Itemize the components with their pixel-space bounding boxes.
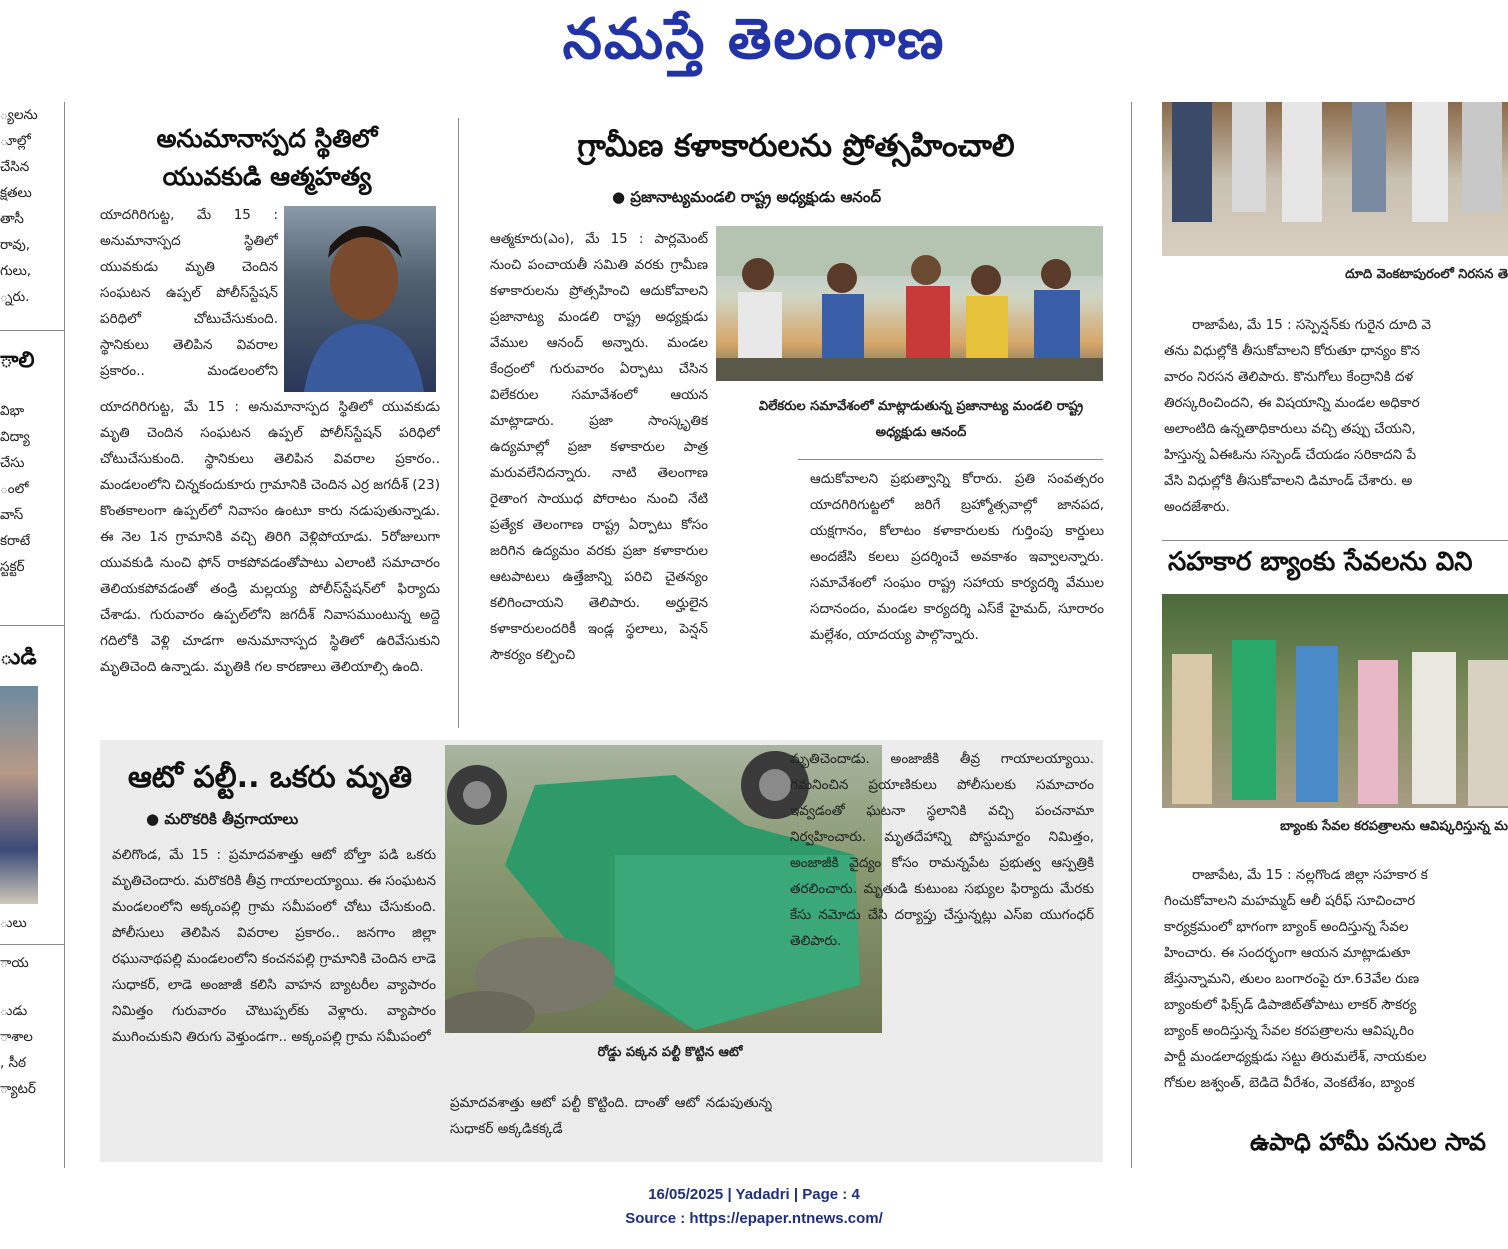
story1-photo xyxy=(284,206,436,392)
story2-photo xyxy=(716,226,1103,381)
right-body-2: రాజాపేట, మే 15 : నల్లగొండ జిల్లా సహకార క గించుకోవాలని మహమ్మద్ ఆలీ షరీఫ్ సూచించార కార్యక్రమంలో భాగంగా బ్యాంక్ అందిస్తున్న సేవల హించారు. ఈ సందర్భంగా ఆయన మాట్లాడుతూ జేస్తున్నామని, తులం బంగారంపై రూ.63వేల రుణ బ్యాంకులో ఫిక్స్‌డ్ డిపాజిట్‌తోపాటు లాకర్ సౌకర్య బ్యాంక్ అందిస్తున్న సేవల కరపత్రాలను ఆవిష్కరిం పార్టీ మండలాధ్యక్షుడు సట్టు తిరుమలేశ్, నాయకుల గోకుల జశ్వంత్, బెడిదె వీరేశం, వెంకటేశం, బ్యాంక xyxy=(1164,867,1428,1091)
story1-body-narrow: యాదగిరిగుట్ట, మే 15 : అనుమానాస్పద స్థితిలో యువకుడు మృతి చెందిన సంఘటన ఉప్పల్ పోలీస్‌స్టేషన్ పరిధిలో చోటుచేసుకుంది. స్థానికులు తెలిపిన వివరాల ప్రకారం.. మండలంలోని xyxy=(100,207,278,379)
section-rule xyxy=(1162,540,1508,541)
story3-body-c: మృతిచెందాడు. అంజాజీకి తీవ్ర గాయాలయ్యాయి. గమనించిన ప్రయాణికులు పోలీసులకు సమాచారం ఇవ్వడంతో ఘటనా స్థలానికి వచ్చి పంచనామా నిర్వహించారు. మృతదేహాన్ని పోస్టుమార్టం నిమిత్తం, అంజాజీకి వైద్యం కోసం రామన్నపేట ప్రభుత్వ ఆస్పత్రికి తరలించారు. మృతుడి కుటుంబ సభ్యుల ఫిర్యాదు మేరకు కేసు నమోదు చేసి దర్యాప్తు చేస్తున్నట్లు ఎస్‌ఐ యుగంధర్ తెలిపారు. xyxy=(790,751,1094,949)
right-caption-1: దూది వెంకటాపురంలో నిరసన తె xyxy=(1345,267,1508,282)
right-photo-2 xyxy=(1162,594,1508,808)
column-rule xyxy=(64,102,65,1168)
column-rule xyxy=(1131,102,1132,1168)
left-fragment-col3: ులు ాయ ుడు ాశాల , సీఠ ్యాటర్ xyxy=(0,915,36,1097)
story1-headline: అనుమానాస్పద స్థితిలో యువకుడి ఆత్మహత్య xyxy=(156,124,378,191)
left-fragment-col1: ్యలను ూల్లో చేసిన క్షతలు తాసీ రావు, గులు, ్నరు. xyxy=(0,107,38,305)
story2-caption: విలేకరుల సమావేశంలో మాట్లాడుతున్న ప్రజానాట్య మండలి రాష్ట్ర అధ్యక్షుడు ఆనంద్ xyxy=(758,399,1084,440)
right-body-1: రాజాపేట, మే 15 : సస్పెన్షన్‌కు గురైన దూది వె తను విధుల్లోకి తీసుకోవాలని కోరుతూ ధాన్యం కొన వారం నిరసన తెలిపారు. కొనుగోలు కేంద్రానికి దళ తిరస్కరించిందని, ఈ విషయాన్ని మండల అధికార అలాంటిది ఉన్నతాధికారులు వచ్చి తప్పు చేయని, హిస్తున్న ఏఈఓను సస్పెండ్ చేయడం సరికాదని పే వేసి విధుల్లోకి తీసుకోవాలని డిమాండ్ చేశారు. అ అందజేశారు. xyxy=(1164,317,1432,515)
footer-source-line: Source : https://epaper.ntnews.com/ xyxy=(625,1210,883,1227)
story3-body-a: వలిగొండ, మే 15 : ప్రమాదవశాత్తు ఆటో బోల్తా పడి ఒకరు మృతిచెందారు. మరొకరికి తీవ్ర గాయాలయ్యాయి. ఈ సంఘటన మండలంలోని అక్కంపల్లి గ్రామ సమీపంలో చోటు చేసుకుంది. పోలీసులు తెలిపిన వివరాల ప్రకారం.. జనగాం జిల్లా రఘునాథపల్లి మండలంలోని కంచనపల్లి గ్రామానికి చెందిన లాడె సుధాకర్, లాడె అంజాజీ కలిసి వాహన బ్యాటరీల వ్యాపారం నిమిత్తం గురువారం చౌటుప్పల్‌కు వెళ్లారు. వ్యాపారం ముగించుకుని తిరుగు వెళ్తుండగా.. అక్కంపల్లి గ్రామ సమీపంలో xyxy=(112,847,436,1045)
right-headline-3: ఉపాధి హామీ పనుల సావ xyxy=(1250,1128,1486,1156)
left-fragment-headline: ాలి xyxy=(0,348,35,373)
left-fragment-col2: విభా విద్యా చేసు ంలో వాస్ కరాటే స్టక్టర్ xyxy=(0,403,31,575)
story2-headline: గ్రామీణ కళాకారులను ప్రోత్సహించాలి xyxy=(577,128,1015,164)
left-fragment-photo xyxy=(0,686,38,904)
story3-body-b: ప్రమాదవశాత్తు ఆటో పల్టీ కొట్టింది. దాంతో ఆటో నడుపుతున్న సుధాకర్ అక్కడికక్కడే xyxy=(450,1095,772,1137)
story2-body-a: ఆత్మకూరు(ఎం), మే 15 : పార్లమెంట్ నుంచి పంచాయతీ సమితి వరకు గ్రామీణ కళాకారులను ప్రోత్సహించి ఆదుకోవాలని ప్రజానాట్య మండలి రాష్ట్ర అధ్యక్షుడు వేముల ఆనంద్ అన్నారు. మండల కేంద్రంలో గురువారం ఏర్పాటు చేసిన విలేకరుల సమావేశంలో ఆయన మాట్లాడారు. ప్రజా సాంస్కృతిక ఉద్యమాల్లో ప్రజా కళాకారుల పాత్ర మరువలేనిదన్నారు. నాటి తెలంగాణ రైతాంగ సాయుధ పోరాటం నుంచి నేటి ప్రత్యేక తెలంగాణ రాష్ట్ర ఏర్పాటు కోసం జరిగిన ఉద్యమం వరకు ప్రజా కళాకారుల ఆటపాటలు ఉత్తేజాన్ని పరిచి చైతన్యం కలిగించాయని తెలిపారు. అర్హులైన కళాకారులందరికీ ఇండ్ల స్థలాలు, పెన్షన్ సౌకర్యం కల్పించి xyxy=(490,231,708,663)
column-rule xyxy=(458,118,459,728)
story3-subhead: ● మరొకరికి తీవ్రగాయాలు xyxy=(146,810,426,832)
section-rule xyxy=(0,625,64,626)
left-fragment-headline: ుడి xyxy=(0,645,37,670)
footer-date-line: 16/05/2025 | Yadadri | Page : 4 xyxy=(648,1186,860,1203)
right-photo-1 xyxy=(1162,102,1508,256)
section-rule xyxy=(798,459,1103,460)
story2-subhead: ● ప్రజానాట్యమండలి రాష్ట్ర అధ్యక్షుడు ఆనంద్ xyxy=(612,188,1012,210)
right-caption-2: బ్యాంకు సేవల కరపత్రాలను ఆవిష్కరిస్తున్న మ xyxy=(1280,819,1508,834)
masthead-title: నమస్తే తెలంగాణ xyxy=(562,6,946,72)
story3-headline: ఆటో పల్టీ.. ఒకరు మృతి xyxy=(127,760,413,795)
story3-caption: రోడ్డు పక్కన పల్టీ కొట్టిన ఆటో xyxy=(597,1045,743,1060)
story2-body-b: ఆదుకోవాలని ప్రభుత్వాన్ని కోరారు. ప్రతి సంవత్సరం యాదగిరిగుట్టలో జరిగే బ్రహ్మోత్సవాల్లో జానపద, యక్షగానం, కోలాటం కళాకారులకు గుర్తింపు కార్డులు అందజేసి కలలు ప్రదర్శించే అవకాశం ఇవ్వాలన్నారు. సమావేశంలో సంఘం రాష్ట్ర సహాయ కార్యదర్శి వేముల సదానందం, మండల కార్యదర్శి ఎస్‌కే హైమద్, సూరారం మల్లేశం, యాదయ్య పాల్గొన్నారు. xyxy=(810,471,1104,643)
right-headline-2: సహకార బ్యాంకు సేవలను విని xyxy=(1168,547,1473,577)
section-rule xyxy=(0,330,64,331)
story1-body-wide: యాదగిరిగుట్ట, మే 15 : అనుమానాస్పద స్థితిలో యువకుడు మృతి చెందిన సంఘటన ఉప్పల్ పోలీస్‌స్టేషన్ పరిధిలో చోటుచేసుకుంది. స్థానికులు తెలిపిన వివరాల ప్రకారం.. మండలంలోని చిన్నకందుకూరు గ్రామానికి చెందిన ఎర్ర జగదీశ్ (23) కొంతకాలంగా ఉప్పల్‌లో నివాసం ఉంటూ కారు నడుపుతున్నాడు. ఈ నెల 1న గ్రామానికి వచ్చి తిరిగి వెళ్లిపోయాడు. 5రోజులుగా యువకుడి నుంచి ఫోన్ రాకపోవడంతోపాటు ఎలాంటి సమాచారం తెలియకపోవడంతో తండ్రి మల్లయ్య పోలీస్‌స్టేషన్‌లో ఫిర్యాదు చేశాడు. గురువారం ఉప్పల్‌లోని జగదీశ్ నివాసముంటున్న అద్దె గదిలోకి వెళ్లి చూడగా అనుమానాస్పద స్థితిలో ఉరివేసుకుని మృతిచెంది ఉన్నాడు. మృతికి గల కారణాలు తెలియాల్సి ఉంది. xyxy=(100,399,440,675)
